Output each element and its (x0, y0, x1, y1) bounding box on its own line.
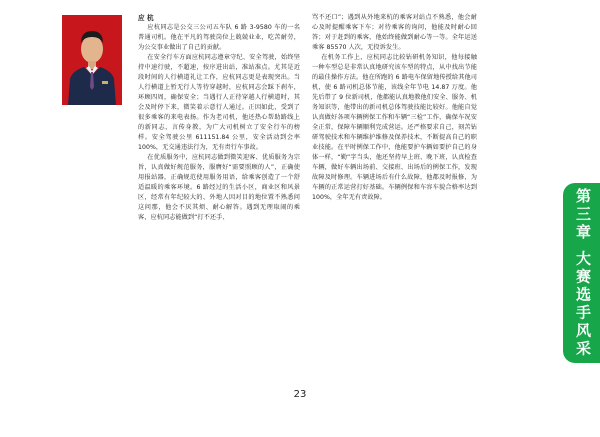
chapter-side-tab (563, 183, 600, 363)
paragraph-mechanics: 在机务工作上，应杭同志比较钻研机务知识，他每接触一种车型总是非常认真地研究该车型的特点，从中找出节能的最佳操作方法。他在所跑的 6 路电车保留地传授给其他司机，使 6 路司机总体节能，该线全年节电 14.87 万度。他先后带了 9 位新司机，他都能认真地教他们安全、服务、机务知识等，他带出的新司机总体驾驶技能比较好。他能自觉认真做好各项车辆例保工作和车辆“三检”工作，确保车况安全正常，保障车辆顺利完成营运。还严格要求自己，刻苦钻研驾驶技术和车辆维护维修及保养技术，不断提高自己的职业技能。在平时例保工作中，他能要护车辆如要护自己的身体一样，“勤”字当头，他还坚持早上班、晚下班，认真检查车辆，做好车辆出场前、交接班、出场后的例保工作，发现故障及时修理。车辆进场后有什么故障，他都及时报修，为车辆的正常运营打好基础。车辆例保和车容车貌合格率达到 100%，全年无有责故障。 (312, 54, 477, 201)
paragraph-intro: 应杭同志是公交三公司五车队 6 路 3-9580 车的一名普通司机。他在平凡的驾驶岗位上兢兢业业，吃苦耐劳，为公交事业做出了自己的贡献。 (138, 24, 300, 51)
paragraph-service-continued: 骂不还口”；遇到从外地来杭的乘客对站点不熟悉，他会耐心及时提醒乘客下车；对待乘客的询问，他能及时耐心回答；对于赶到的乘客，他始终能做到耐心等一等。全年运送乘客 85570 人次，无投诉发生。 (312, 14, 477, 51)
paragraph-service: 在优质服务中，应杭同志做到微笑迎客、优质服务为宗旨，认真做好规范服务，服膺好“需要照顾的人”，正确使用报站器，正确规范使用服务用语，给乘客创造了一个舒适温暖的乘客环境。6 路经过的生活小区，商业区和风景区，经常有年纪较大的、外地人因对目的地位置不熟悉问这问那，他会不厌其烦、耐心解答。遇到无理取闹的乘客，应杭同志能做到“打不还手、 (138, 154, 300, 221)
page-number: 23 (293, 389, 307, 400)
portrait-photo (62, 15, 122, 105)
left-text-column (138, 13, 300, 223)
portrait-illustration (62, 15, 122, 105)
chapter-side-tab-label: 第三章 大赛选手风采 (574, 187, 592, 359)
paragraph-safety: 在安全行车方面应杭同志遵章守纪、安全驾驶，始终坚持中速行驶，不超速，按序进出站，准站准点。尤其是近段时间的人行横道礼让工作，应杭同志更是表现突出。当人行横道上暂无行人等待穿越时，应杭同志会踩下刹车，环顾四周，确保安全；当遇行人正待穿越人行横道时，其会及时停下来，微笑着示意行人通过。正因如此，受到了很多乘客的来电表扬。作为老司机，他还热心帮助路线上的新同志，言传身教，为广大司机树立了安全行车的榜样。安全驾驶公里 611151.84 公里，安全活动到会率 100%，无交通违法行为，无有责行车事故。 (138, 54, 300, 151)
profile-name: 应 杭 (138, 14, 154, 22)
right-text-column (312, 13, 477, 203)
